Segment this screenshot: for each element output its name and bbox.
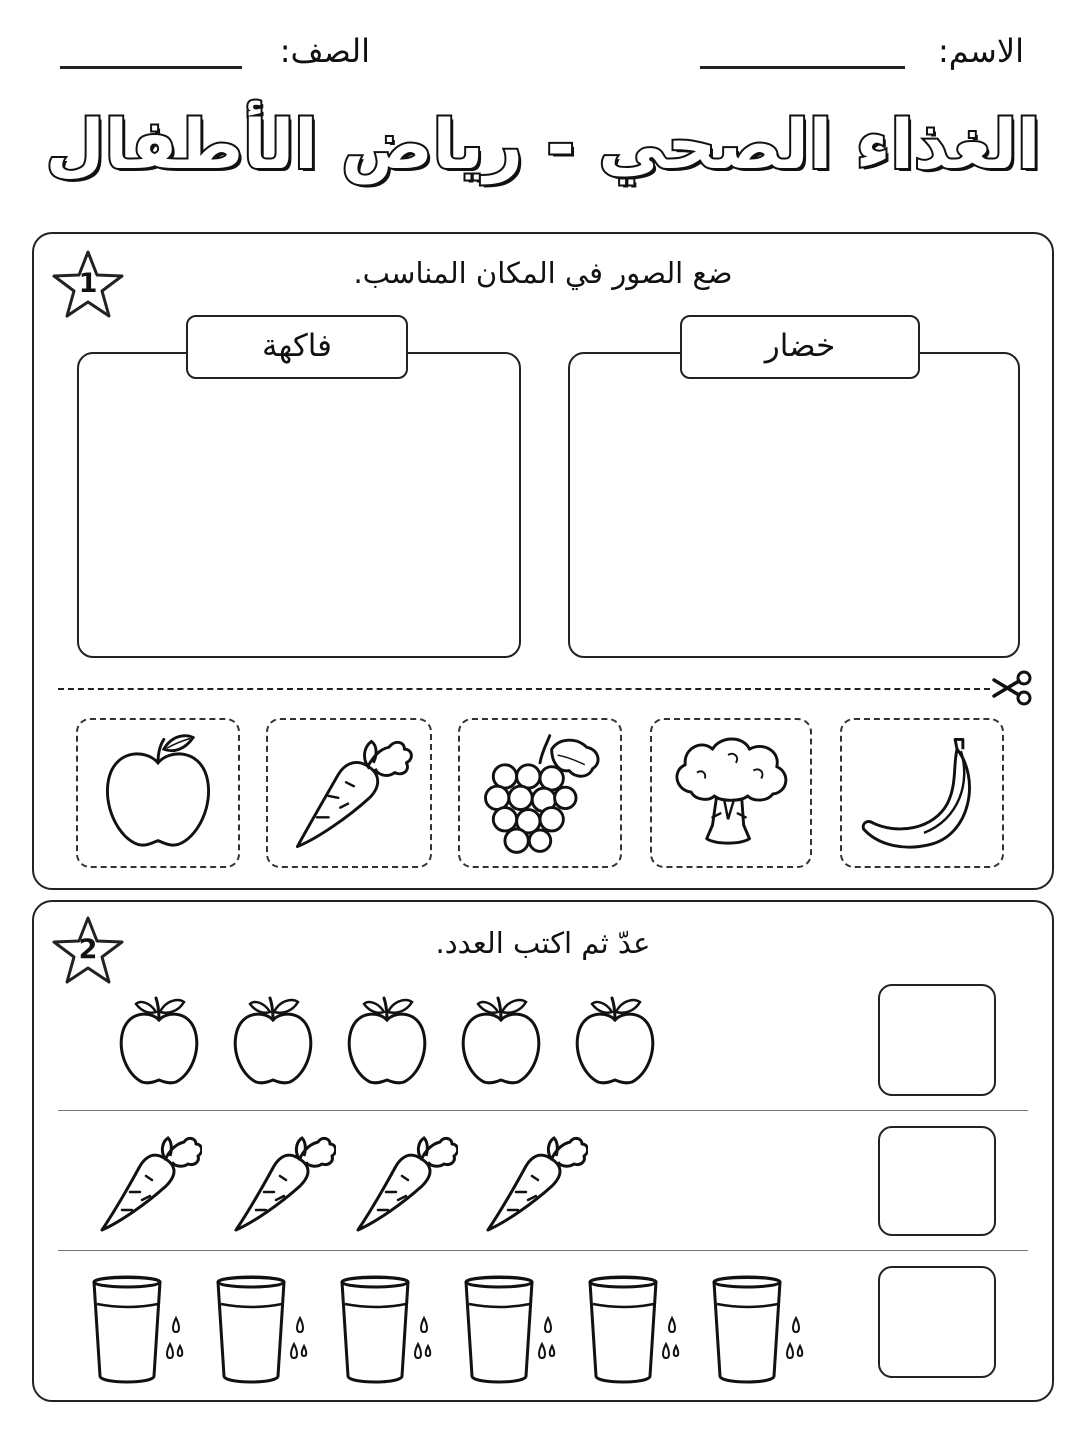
count-item-water-glass bbox=[708, 1272, 812, 1388]
fruit-drop-box[interactable] bbox=[77, 352, 521, 658]
vegetables-drop-box[interactable] bbox=[568, 352, 1020, 658]
apple-count-answer-box[interactable] bbox=[878, 984, 996, 1096]
cut-line bbox=[58, 688, 990, 690]
broccoli-icon bbox=[652, 720, 810, 866]
count-item-water-glass bbox=[88, 1272, 192, 1388]
name-field[interactable] bbox=[700, 66, 905, 69]
count-item-water-glass bbox=[460, 1272, 564, 1388]
carrot-icon bbox=[268, 720, 430, 866]
class-field[interactable] bbox=[60, 66, 242, 69]
apple-icon bbox=[78, 720, 238, 866]
cutout-card-broccoli[interactable] bbox=[650, 718, 812, 868]
carrot-count-answer-box[interactable] bbox=[878, 1126, 996, 1236]
count-item-carrot bbox=[94, 1122, 202, 1236]
count-item-carrot bbox=[228, 1122, 336, 1236]
scissors-icon bbox=[988, 668, 1034, 708]
fruit-category-label: فاكهة bbox=[186, 315, 408, 379]
count-item-carrot bbox=[480, 1122, 588, 1236]
class-label: الصف: bbox=[279, 32, 370, 70]
grapes-icon bbox=[460, 720, 620, 866]
count-item-apple bbox=[112, 992, 206, 1090]
name-label: الاسم: bbox=[937, 32, 1024, 70]
glass-count-answer-box[interactable] bbox=[878, 1266, 996, 1378]
count-item-apple bbox=[568, 992, 662, 1090]
count-item-carrot bbox=[350, 1122, 458, 1236]
vegetables-category-label: خضار bbox=[680, 315, 920, 379]
cutout-card-grapes[interactable] bbox=[458, 718, 622, 868]
cutout-card-carrot[interactable] bbox=[266, 718, 432, 868]
exercise-2-instruction: عدّ ثم اكتب العدد. bbox=[435, 926, 651, 960]
page-title: الغذاء الصحي - رياض الأطفال bbox=[45, 106, 1041, 185]
banana-icon bbox=[842, 720, 1002, 866]
exercise-1-instruction: ضع الصور في المكان المناسب. bbox=[353, 256, 733, 290]
exercise-1-number: 1 bbox=[78, 268, 98, 299]
count-item-water-glass bbox=[584, 1272, 688, 1388]
count-item-apple bbox=[340, 992, 434, 1090]
count-item-apple bbox=[226, 992, 320, 1090]
cutout-card-banana[interactable] bbox=[840, 718, 1004, 868]
row-divider bbox=[58, 1110, 1028, 1111]
count-item-apple bbox=[454, 992, 548, 1090]
count-item-water-glass bbox=[212, 1272, 316, 1388]
count-item-water-glass bbox=[336, 1272, 440, 1388]
row-divider bbox=[58, 1250, 1028, 1251]
exercise-1-star-badge bbox=[48, 246, 128, 326]
exercise-2-number: 2 bbox=[78, 934, 98, 965]
exercise-2-star-badge bbox=[48, 912, 128, 992]
cutout-card-apple[interactable] bbox=[76, 718, 240, 868]
